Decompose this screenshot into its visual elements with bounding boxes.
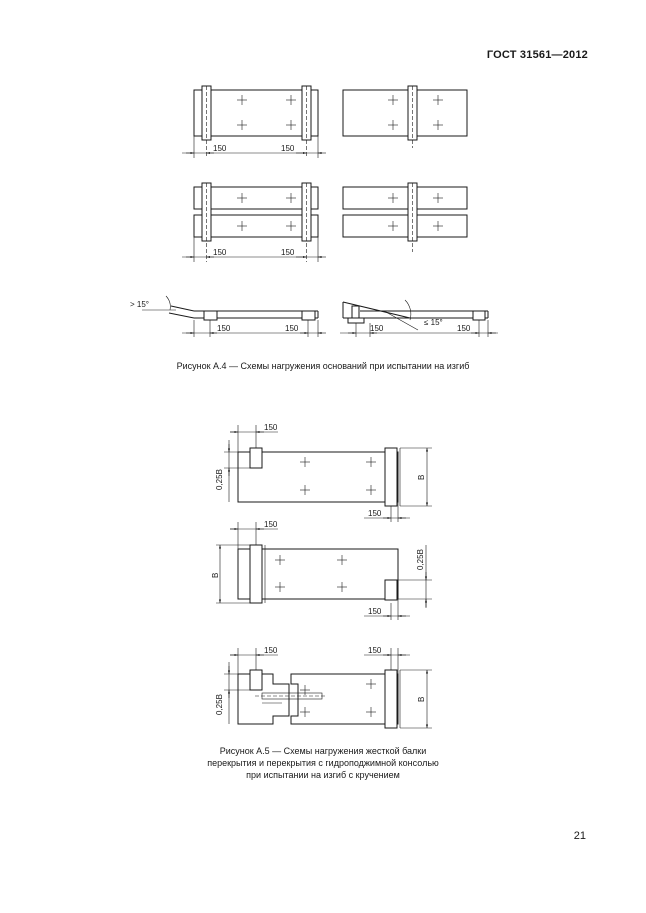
a4-side-view-left bbox=[130, 296, 326, 337]
a4-dim-label: 150 bbox=[281, 248, 295, 257]
a4-dim-label: 150 bbox=[213, 248, 227, 257]
figure-a5-caption-line: при испытании на изгиб с кручением bbox=[246, 770, 400, 780]
a4-scheme-double-base-one-support bbox=[343, 183, 467, 252]
a5-dim-label: 150 bbox=[368, 509, 382, 518]
a5-scheme-1 bbox=[215, 423, 432, 522]
a4-side-view-right bbox=[340, 300, 498, 337]
a4-dim-label: 150 bbox=[457, 324, 471, 333]
a5-dim-label: 150 bbox=[368, 607, 382, 616]
standard-header: ГОСТ 31561—2012 bbox=[486, 49, 588, 61]
a4-angle-label: > 15° bbox=[130, 300, 149, 309]
a5-dim-label: 150 bbox=[368, 646, 382, 655]
a5-dim-025b: 0,25B bbox=[416, 549, 425, 570]
figure-a5-caption-line: Рисунок А.5 — Схемы нагружения жесткой балки bbox=[219, 746, 427, 756]
a4-dim-label: 150 bbox=[285, 324, 299, 333]
figure-a5-drawing bbox=[211, 423, 432, 728]
a5-dim-label: 150 bbox=[264, 520, 278, 529]
a5-dim-025b: 0,25B bbox=[215, 469, 224, 490]
a5-dim-b: B bbox=[417, 474, 426, 480]
a5-scheme-3 bbox=[215, 646, 432, 728]
a4-dim-label: 150 bbox=[213, 144, 227, 153]
a5-dim-label: 150 bbox=[264, 423, 278, 432]
a4-dim-label: 150 bbox=[370, 324, 384, 333]
figure-a4-caption: Рисунок А.4 — Схемы нагружения оснований при испытании на изгиб bbox=[176, 361, 470, 371]
a4-scheme-double-base bbox=[182, 183, 326, 262]
a5-dim-b: B bbox=[211, 572, 220, 578]
a4-scheme-one-support bbox=[343, 86, 467, 148]
a4-dim-label: 150 bbox=[217, 324, 231, 333]
a5-dim-label: 150 bbox=[264, 646, 278, 655]
figure-a5-caption bbox=[0, 745, 646, 781]
a5-dim-b: B bbox=[417, 696, 426, 702]
a4-dim-label: 150 bbox=[281, 144, 295, 153]
page-number: 21 bbox=[573, 830, 586, 842]
figure-a4-drawing bbox=[130, 86, 498, 337]
a4-scheme-two-supports bbox=[182, 86, 326, 158]
figure-a5-caption-line: перекрытия и перекрытия с гидроподжимной консолью bbox=[207, 758, 439, 768]
a5-scheme-2 bbox=[211, 520, 432, 620]
a5-dim-025b: 0,25B bbox=[215, 694, 224, 715]
a4-angle-label: ≤ 15° bbox=[424, 318, 443, 327]
